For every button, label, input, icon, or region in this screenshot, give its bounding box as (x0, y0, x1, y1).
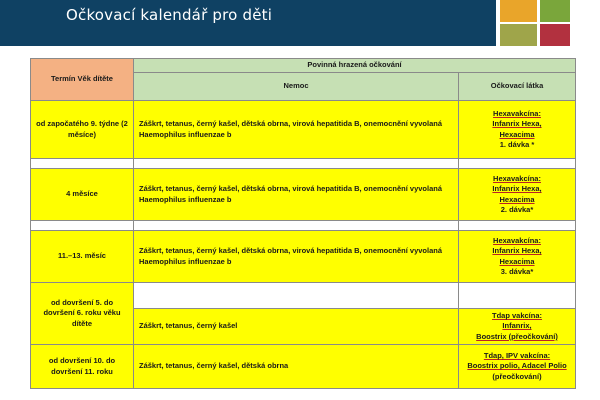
dose-label: 2. dávka* (500, 204, 534, 214)
empty-cell (459, 283, 576, 309)
vaccine-line: Hexacima (499, 129, 535, 139)
age-cell: od dovršení 10. do dovršení 11. roku (31, 345, 134, 389)
disease-cell: Záškrt, tetanus, černý kašel, dětská obrna (134, 345, 459, 389)
vaccine-cell (459, 231, 576, 283)
header-vaccine: Očkovací látka (459, 73, 576, 101)
vaccine-line: Hexavakcína: (493, 109, 541, 119)
title-bar (0, 0, 496, 46)
disease-cell: Záškrt, tetanus, černý kašel, dětská obrna, virová hepatitida B, onemocnění vyvolaná Haemophilus influenzae b (134, 169, 459, 221)
spacer-row (31, 159, 576, 169)
age-cell: 11.–13. měsíc (31, 231, 134, 283)
vaccine-line: (přeočkování) (492, 371, 542, 381)
vaccine-cell (459, 345, 576, 389)
decor-square-green (540, 0, 570, 22)
dose-label: 1. dávka * (499, 139, 535, 149)
table-row (31, 283, 576, 309)
slide-title: Očkovací kalendář pro děti (66, 6, 273, 24)
vaccine-line: Tdap, IPV vakcína: (483, 351, 551, 361)
vaccine-line: Hexacima (499, 194, 535, 204)
decor-square-red (540, 24, 570, 46)
empty-cell (134, 283, 459, 309)
vaccine-line: Infanrix Hexa, (492, 184, 542, 194)
header-disease: Nemoc (134, 73, 459, 101)
age-cell: od dovršení 5. do dovršení 6. roku věku dítěte (31, 283, 134, 345)
decor-square-yellow (500, 0, 537, 22)
disease-cell: Záškrt, tetanus, černý kašel, dětská obrna, virová hepatitida B, onemocnění vyvolaná Haemophilus influenzae b (134, 101, 459, 159)
vaccine-line: Infanrix Hexa, (492, 119, 542, 129)
header-age: Termín Věk dítěte (31, 59, 134, 101)
vaccine-line: Hexavakcína: (493, 236, 541, 246)
vaccine-line: Tdap vakcína: (491, 311, 543, 321)
header-mandatory: Povinná hrazená očkování (134, 59, 576, 73)
vaccine-cell (459, 309, 576, 345)
vaccine-cell (459, 101, 576, 159)
table-row (31, 345, 576, 389)
decor-square-olive (500, 24, 537, 46)
vaccination-table (30, 58, 576, 389)
vaccine-cell (459, 169, 576, 221)
dose-label: 3. dávka* (500, 266, 534, 276)
vaccine-line: Hexavakcína: (493, 174, 541, 184)
table-row (31, 231, 576, 283)
vaccine-line: Boostrix (přeočkování) (476, 331, 558, 341)
spacer-row (31, 221, 576, 231)
vaccine-line: Infanrix, (502, 321, 532, 331)
disease-cell: Záškrt, tetanus, černý kašel (134, 309, 459, 345)
age-cell: 4 měsíce (31, 169, 134, 221)
vaccine-line: Infanrix Hexa, (492, 246, 542, 256)
disease-cell: Záškrt, tetanus, černý kašel, dětská obrna, virová hepatitida B, onemocnění vyvolaná Haemophilus influenzae b (134, 231, 459, 283)
table-row (31, 101, 576, 159)
age-cell: od započatého 9. týdne (2 měsíce) (31, 101, 134, 159)
vaccine-line: Hexacima (499, 256, 535, 266)
vaccine-line: Boostrix polio, Adacel Polio (467, 361, 567, 371)
header-row (31, 59, 576, 73)
table-row (31, 169, 576, 221)
